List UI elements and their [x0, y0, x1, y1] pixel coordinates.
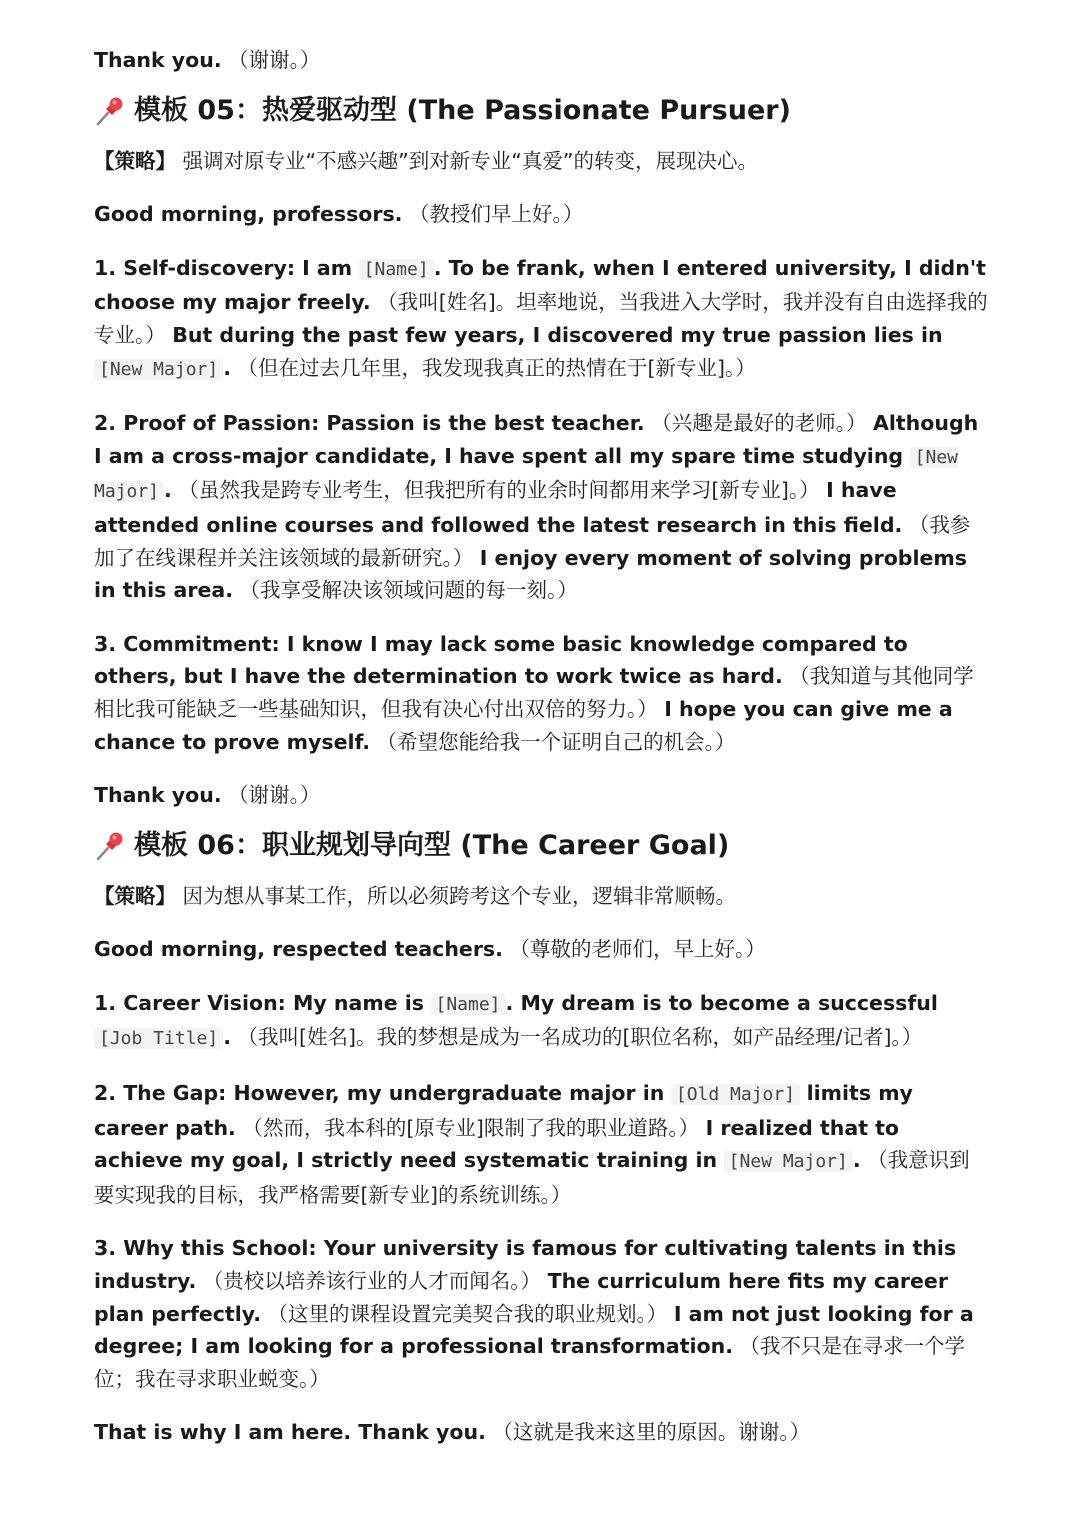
- para-text: . My dream is to become a successful: [505, 990, 938, 1015]
- para-text: .: [223, 1025, 232, 1050]
- para-text: I have attended online courses and followed the latest research in this field.: [94, 478, 903, 537]
- paragraph-the-gap: [94, 1077, 988, 1211]
- template-06-title: 模板 06：职业规划导向型 (The Career Goal): [134, 829, 730, 861]
- para-text: 3. Commitment: I know I may lack some basic knowledge compared to others, but I have the determination to work twice as hard.: [94, 631, 908, 689]
- greeting-en: Good morning, professors.: [94, 202, 403, 227]
- thanks-zh: （谢谢。）: [228, 783, 321, 808]
- greeting-05: [94, 198, 988, 231]
- para-text: I enjoy every moment of solving problems in this area.: [94, 545, 967, 603]
- placeholder-name: [Name]: [359, 259, 434, 280]
- strategy-06: [94, 880, 988, 913]
- para-text: 1. Career Vision: My name is: [94, 990, 424, 1015]
- pushpin-icon: [94, 95, 126, 127]
- greeting-06: [94, 933, 988, 966]
- para-translation: （希望您能给我一个证明自己的机会。）: [376, 729, 736, 754]
- template-06-heading: [94, 826, 988, 866]
- placeholder-new-major: [New Major]: [724, 1151, 853, 1172]
- greeting-zh: （尊敬的老师们，早上好。）: [509, 937, 766, 962]
- paragraph-why-this-school: [94, 1232, 988, 1395]
- paragraph-career-vision: [94, 987, 988, 1056]
- paragraph-proof-of-passion: [94, 407, 988, 607]
- closing-zh: （这就是我来这里的原因。谢谢。）: [492, 1420, 811, 1445]
- document-page: [94, 44, 988, 1449]
- para-translation: （贵校以培养该行业的人才而闻名。）: [202, 1269, 542, 1294]
- para-translation: （我叫[姓名]。我的梦想是成为一名成功的[职位名称，如产品经理/记者]。）: [237, 1025, 923, 1050]
- para-text: 1. Self-discovery: I am: [94, 255, 353, 280]
- para-text: .: [164, 478, 172, 503]
- para-text: .: [223, 355, 232, 380]
- para-text: I hope you can give me a chance to prove myself.: [94, 696, 953, 754]
- para-translation: （兴趣是最好的老师。）: [651, 411, 867, 436]
- para-translation: （然而，我本科的[原专业]限制了我的职业道路。）: [242, 1115, 700, 1140]
- closing-en: That is why I am here. Thank you.: [94, 1420, 486, 1445]
- para-text: I realized that to achieve my goal, I strictly need systematic training in: [94, 1115, 900, 1173]
- para-text: 3. Why this School: Your university is famous for cultivating talents in this industry.: [94, 1236, 957, 1294]
- placeholder-new-major: [New Major]: [94, 359, 223, 380]
- strategy-label: 【策略】: [94, 883, 176, 908]
- para-translation: （我参加了在线课程并关注该领域的最新研究。）: [94, 512, 971, 570]
- greeting-en: Good morning, respected teachers.: [94, 937, 503, 962]
- greeting-zh: （教授们早上好。）: [408, 202, 584, 227]
- thanks-en: Thank you.: [94, 783, 222, 808]
- para-text: The curriculum here fits my career plan perfectly.: [94, 1269, 948, 1326]
- para-text: Although I am a cross-major candidate, I have spent all my spare time studying: [94, 411, 979, 468]
- para-translation: （我不只是在寻求一个学位；我在寻求职业蜕变。）: [94, 1334, 966, 1391]
- para-text: limits my career path.: [94, 1081, 913, 1140]
- strategy-05: [94, 145, 988, 178]
- placeholder-job-title: [Job Title]: [94, 1028, 223, 1049]
- thanks-zh: （谢谢。）: [228, 48, 321, 72]
- template-05-title: 模板 05：热爱驱动型 (The Passionate Pursuer): [134, 94, 791, 126]
- template-05-heading: [94, 91, 988, 131]
- thanks-line: [94, 44, 988, 77]
- para-translation: （这里的课程设置完美契合我的职业规划。）: [267, 1301, 668, 1326]
- strategy-label: 【策略】: [94, 148, 176, 173]
- placeholder-new-major: [New Major]: [94, 446, 958, 503]
- strategy-text: 因为想从事某工作，所以必须跨考这个专业，逻辑非常顺畅。: [182, 883, 737, 908]
- para-translation: （但在过去几年里，我发现我真正的热情在于[新专业]。）: [237, 355, 756, 380]
- strategy-text: 强调对原专业“不感兴趣”到对新专业“真爱”的转变，展现决心。: [182, 148, 759, 173]
- para-text: . To be frank, when I entered university, I didn't choose my major freely.: [94, 255, 986, 315]
- para-translation: （我意识到要实现我的目标，我严格需要[新专业]的系统训练。）: [94, 1148, 970, 1207]
- para-translation: （我知道与其他同学相比我可能缺乏一些基础知识，但我有决心付出双倍的努力。）: [94, 664, 974, 721]
- paragraph-self-discovery: [94, 252, 988, 386]
- para-translation: （虽然我是跨专业考生，但我把所有的业余时间都用来学习[新专业]。）: [178, 478, 820, 503]
- placeholder-name: [Name]: [431, 994, 506, 1015]
- placeholder-old-major: [Old Major]: [671, 1084, 800, 1105]
- pushpin-icon: [94, 830, 126, 862]
- para-text: 2. Proof of Passion: Passion is the best teacher.: [94, 411, 645, 436]
- para-translation: （我叫[姓名]。坦率地说，当我进入大学时，我并没有自由选择我的专业。）: [94, 290, 988, 347]
- para-text: But during the past few years, I discovered my true passion lies in: [172, 322, 943, 347]
- thanks-line: [94, 779, 988, 812]
- paragraph-commitment: [94, 628, 988, 758]
- para-text: 2. The Gap: However, my undergraduate major in: [94, 1081, 665, 1106]
- closing-line: [94, 1416, 988, 1449]
- para-text: .: [852, 1148, 861, 1173]
- para-text: I am not just looking for a degree; I am looking for a professional transformation.: [94, 1301, 974, 1359]
- thanks-en: Thank you.: [94, 48, 222, 72]
- para-translation: （我享受解决该领域问题的每一刻。）: [239, 578, 578, 603]
